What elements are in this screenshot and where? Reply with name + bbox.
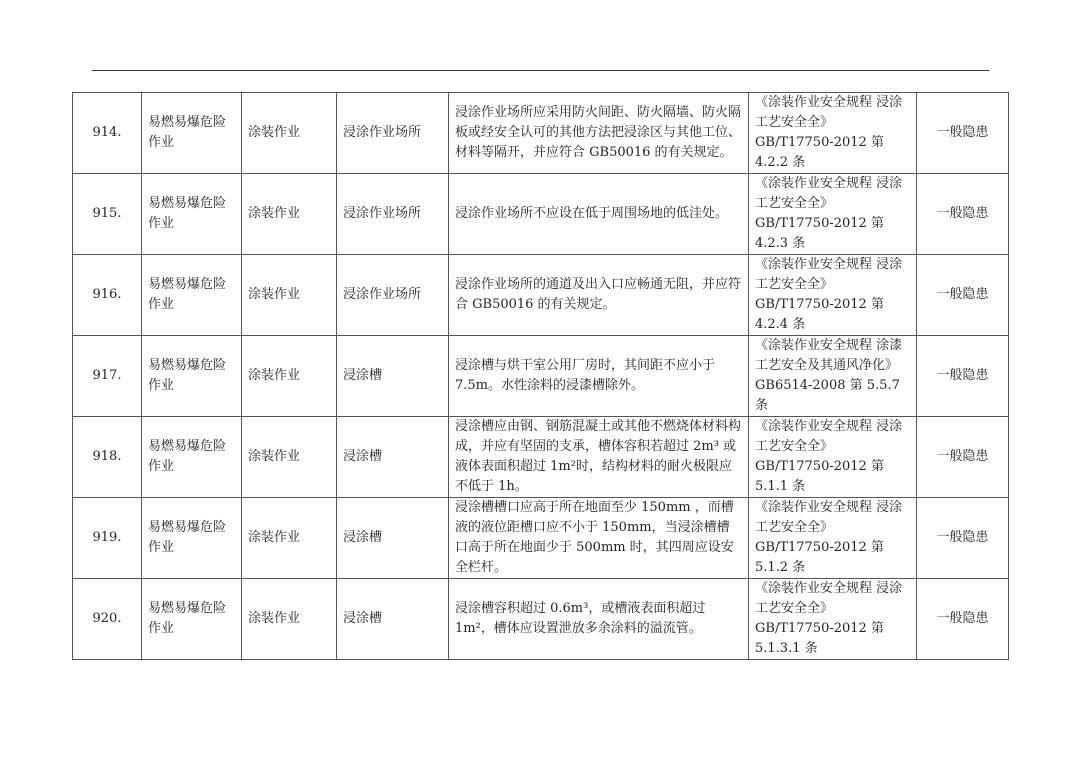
hazard-table-body [73,93,1009,660]
hazard-level: 一般隐患 [917,417,1009,498]
work-activity: 涂装作业 [242,417,337,498]
hazard-category: 易燃易爆危险作业 [142,255,242,336]
item-number: 915. [73,174,142,255]
hazard-level: 一般隐患 [917,336,1009,417]
table-row [73,93,1009,174]
item-number: 919. [73,498,142,579]
hazard-category: 易燃易爆危险作业 [142,498,242,579]
hazard-level: 一般隐患 [917,174,1009,255]
work-activity: 涂装作业 [242,174,337,255]
page-header-rule [92,70,989,71]
safety-requirement: 浸涂槽容积超过 0.6m³，或槽液表面积超过 1m²，槽体应设置泄放多余涂料的溢流管。 [449,579,749,660]
hazard-level: 一般隐患 [917,498,1009,579]
work-location: 浸涂作业场所 [337,255,449,336]
safety-requirement: 浸涂槽槽口应高于所在地面至少 150mm ，而槽液的液位距槽口应不小于 150mm，当浸涂槽槽口高于所在地面少于 500mm 时，其四周应设安全栏杆。 [449,498,749,579]
reference-standard: 《涂装作业安全规程 浸涂工艺安全全》GB/T17750-2012 第 4.2.4 条 [749,255,917,336]
work-location: 浸涂槽 [337,417,449,498]
work-location: 浸涂作业场所 [337,174,449,255]
reference-standard: 《涂装作业安全规程 浸涂工艺安全全》GB/T17750-2012 第 5.1.3.1 条 [749,579,917,660]
item-number: 917. [73,336,142,417]
work-location: 浸涂槽 [337,498,449,579]
work-location: 浸涂槽 [337,579,449,660]
table-row [73,336,1009,417]
table-row [73,255,1009,336]
table-row [73,417,1009,498]
item-number: 918. [73,417,142,498]
reference-standard: 《涂装作业安全规程 浸涂工艺安全全》GB/T17750-2012 第 5.1.2 条 [749,498,917,579]
hazard-category: 易燃易爆危险作业 [142,174,242,255]
hazard-level: 一般隐患 [917,255,1009,336]
table-row [73,174,1009,255]
safety-requirement: 浸涂作业场所不应设在低于周围场地的低洼处。 [449,174,749,255]
hazard-level: 一般隐患 [917,93,1009,174]
table-row [73,579,1009,660]
reference-standard: 《涂装作业安全规程 浸涂工艺安全全》GB/T17750-2012 第 5.1.1 条 [749,417,917,498]
work-activity: 涂装作业 [242,579,337,660]
safety-requirement: 浸涂槽应由钢、钢筋混凝土或其他不燃烧体材料构成，并应有坚固的支承，槽体容积若超过 2m³ 或液体表面积超过 1m²时，结构材料的耐火极限应不低于 1h。 [449,417,749,498]
work-activity: 涂装作业 [242,498,337,579]
hazard-level: 一般隐患 [917,579,1009,660]
reference-standard: 《涂装作业安全规程 涂漆工艺安全及其通风净化》GB6514-2008 第 5.5.7 条 [749,336,917,417]
reference-standard: 《涂装作业安全规程 浸涂工艺安全全》GB/T17750-2012 第 4.2.3 条 [749,174,917,255]
hazard-category: 易燃易爆危险作业 [142,417,242,498]
item-number: 920. [73,579,142,660]
hazard-category: 易燃易爆危险作业 [142,336,242,417]
reference-standard: 《涂装作业安全规程 浸涂工艺安全全》GB/T17750-2012 第 4.2.2 条 [749,93,917,174]
work-location: 浸涂作业场所 [337,93,449,174]
work-activity: 涂装作业 [242,336,337,417]
hazard-category: 易燃易爆危险作业 [142,579,242,660]
table-row [73,498,1009,579]
safety-requirement: 浸涂作业场所应采用防火间距、防火隔墙、防火隔板或经安全认可的其他方法把浸涂区与其他工位、材料等隔开，并应符合 GB50016 的有关规定。 [449,93,749,174]
work-location: 浸涂槽 [337,336,449,417]
item-number: 914. [73,93,142,174]
work-activity: 涂装作业 [242,255,337,336]
item-number: 916. [73,255,142,336]
safety-requirement: 浸涂作业场所的通道及出入口应畅通无阻，并应符合 GB50016 的有关规定。 [449,255,749,336]
safety-requirement: 浸涂槽与烘干室公用厂房时，其间距不应小于 7.5m。水性涂料的浸漆槽除外。 [449,336,749,417]
work-activity: 涂装作业 [242,93,337,174]
hazard-category: 易燃易爆危险作业 [142,93,242,174]
hazard-table [72,92,1009,660]
